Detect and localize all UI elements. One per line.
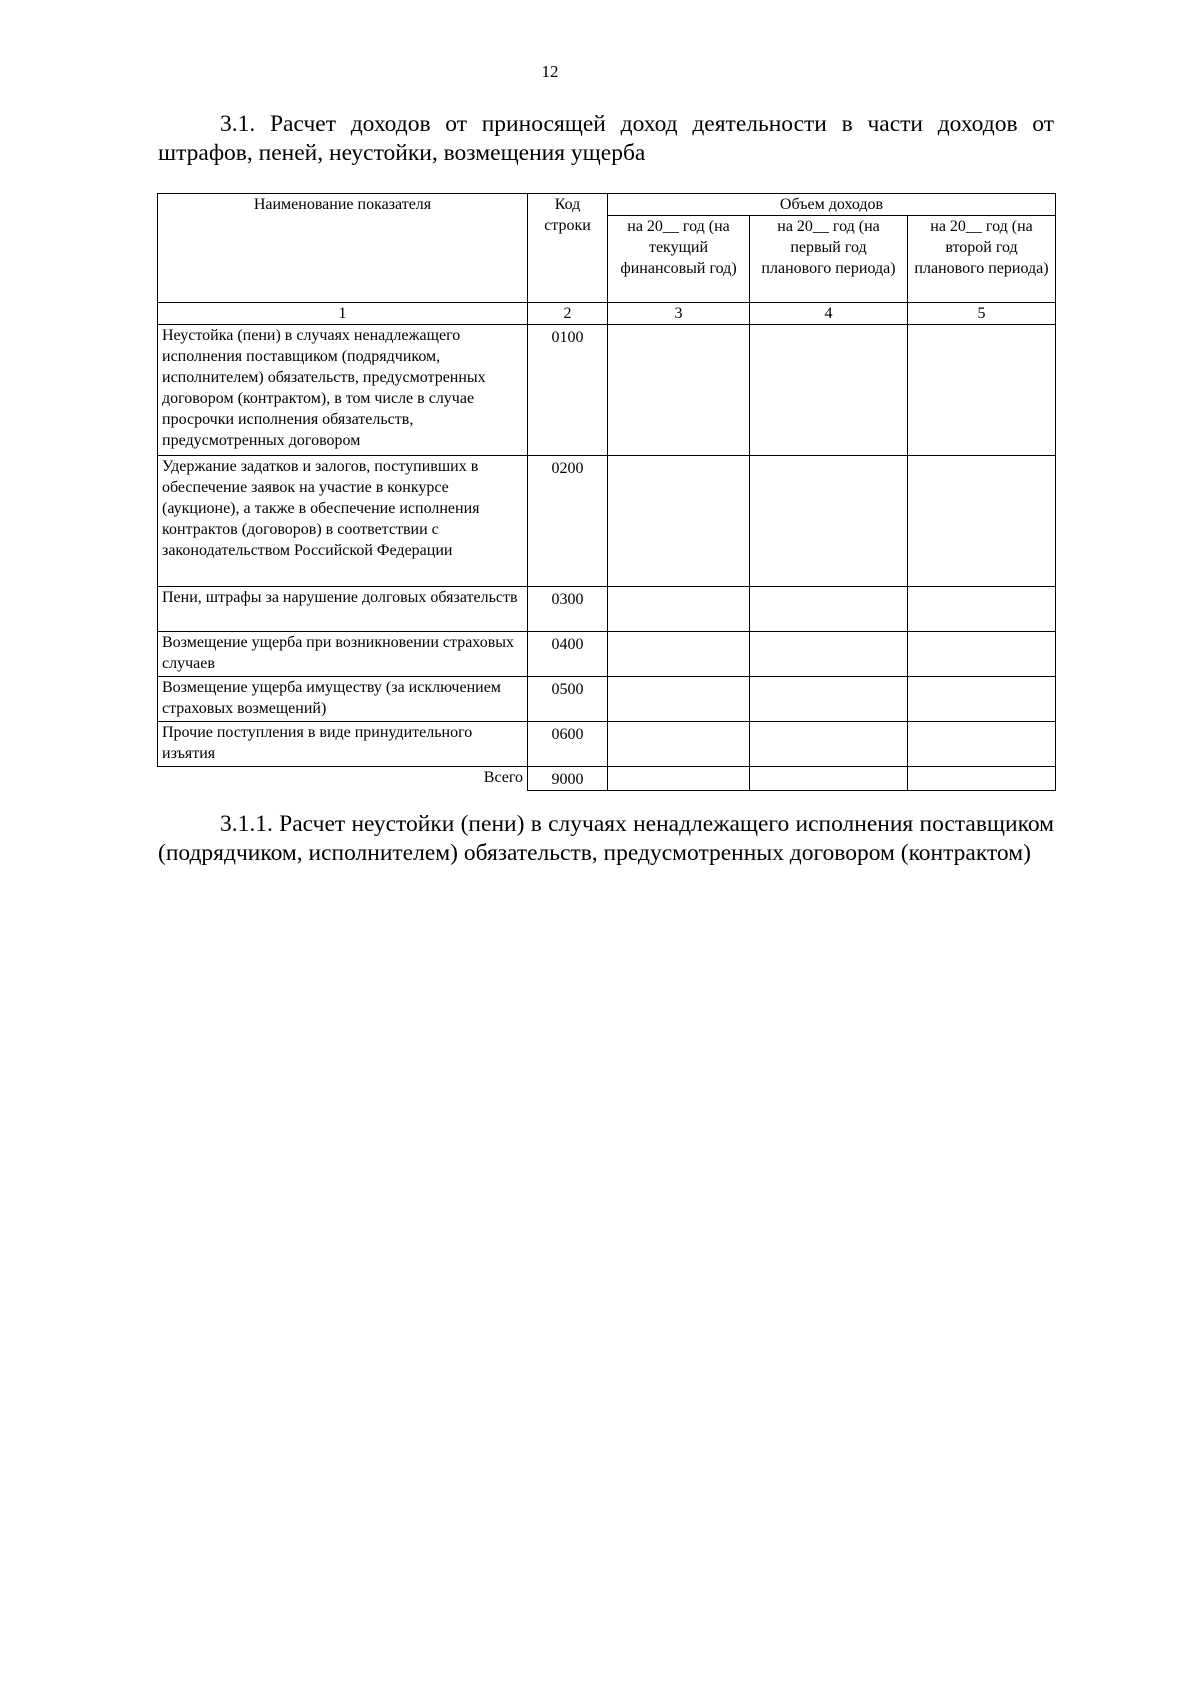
header-name: Наименование показателя <box>158 194 528 303</box>
section-3-1-title: Расчет доходов от приносящей доход деятельности в части доходов от штрафов, пеней, неустойки, возмещения ущерба <box>158 111 1054 166</box>
value-cell <box>750 767 908 791</box>
value-cell <box>608 325 750 456</box>
section-3-1-heading <box>158 110 1054 168</box>
column-number: 2 <box>528 303 608 325</box>
value-cell <box>750 632 908 677</box>
header-year-first: на 20__ год (на первый год планового периода) <box>750 216 908 303</box>
row-code: 0100 <box>528 325 608 456</box>
header-row <box>158 194 1056 216</box>
table-row <box>158 722 1056 767</box>
value-cell <box>908 587 1056 632</box>
income-table <box>157 193 1056 791</box>
column-number: 4 <box>750 303 908 325</box>
row-name: Прочие поступления в виде принудительного изъятия <box>158 722 528 767</box>
value-cell <box>750 677 908 722</box>
value-cell <box>608 767 750 791</box>
value-cell <box>908 677 1056 722</box>
value-cell <box>608 722 750 767</box>
value-cell <box>908 767 1056 791</box>
row-code: 0600 <box>528 722 608 767</box>
table-row <box>158 325 1056 456</box>
section-3-1-1-heading <box>158 810 1054 868</box>
table-row <box>158 587 1056 632</box>
value-cell <box>608 456 750 587</box>
value-cell <box>608 677 750 722</box>
value-cell <box>908 325 1056 456</box>
column-number-row <box>158 303 1056 325</box>
row-name: Пени, штрафы за нарушение долговых обязательств <box>158 587 528 632</box>
section-3-1-1-number: 3.1.1. <box>220 811 273 837</box>
section-3-1-number: 3.1. <box>220 111 256 137</box>
value-cell <box>908 632 1056 677</box>
value-cell <box>908 456 1056 587</box>
column-number: 3 <box>608 303 750 325</box>
value-cell <box>608 632 750 677</box>
total-label: Всего <box>158 767 528 791</box>
table-row <box>158 677 1056 722</box>
row-code: 0500 <box>528 677 608 722</box>
row-name: Неустойка (пени) в случаях ненадлежащего исполнения поставщиком (подрядчиком, исполнителем) обязательств, предусмотренных договором (контрактом), в том числе в случае просрочки исполнения обязательств, предусмотренных договором <box>158 325 528 456</box>
header-year-current: на 20__ год (на текущий финансовый год) <box>608 216 750 303</box>
header-code: Код строки <box>528 194 608 303</box>
column-number: 5 <box>908 303 1056 325</box>
value-cell <box>608 587 750 632</box>
column-number: 1 <box>158 303 528 325</box>
table-row <box>158 456 1056 587</box>
value-cell <box>750 456 908 587</box>
row-name: Удержание задатков и залогов, поступивших в обеспечение заявок на участие в конкурсе (аукционе), а также в обеспечение исполнения контрактов (договоров) в соответствии с законодательством Российской Федерации <box>158 456 528 587</box>
total-row <box>158 767 1056 791</box>
row-code: 0200 <box>528 456 608 587</box>
row-code: 0400 <box>528 632 608 677</box>
header-year-second: на 20__ год (на второй год планового периода) <box>908 216 1056 303</box>
table-row <box>158 632 1056 677</box>
total-code: 9000 <box>528 767 608 791</box>
page-number: 12 <box>541 62 559 81</box>
value-cell <box>908 722 1056 767</box>
row-name: Возмещение ущерба имуществу (за исключением страховых возмещений) <box>158 677 528 722</box>
section-3-1-1-title: Расчет неустойки (пени) в случаях ненадлежащего исполнения поставщиком (подрядчиком, исполнителем) обязательств, предусмотренных договором (контрактом) <box>158 811 1054 866</box>
value-cell <box>750 325 908 456</box>
row-name: Возмещение ущерба при возникновении страховых случаев <box>158 632 528 677</box>
header-income-volume: Объем доходов <box>608 194 1056 216</box>
value-cell <box>750 722 908 767</box>
row-code: 0300 <box>528 587 608 632</box>
value-cell <box>750 587 908 632</box>
